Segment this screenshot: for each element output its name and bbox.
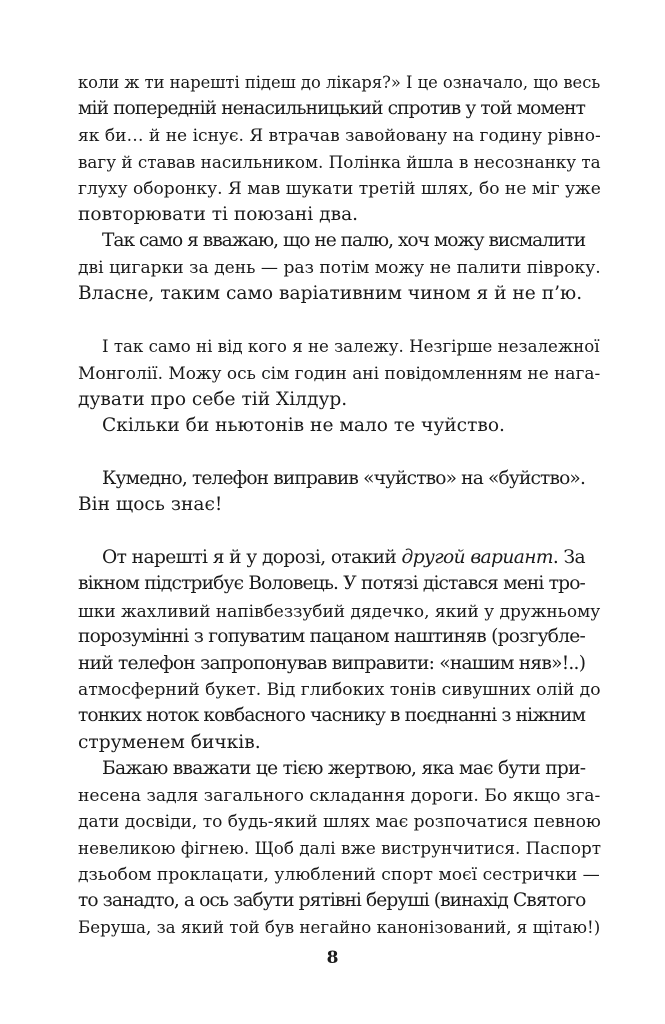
paragraph-gap	[78, 439, 585, 465]
text-line: струменем бичків.	[78, 731, 261, 753]
text-line: дві цигарки за день — раз потім можу не палити півроку.	[78, 257, 601, 278]
text-line: Бажаю вважати це тією жертвою, яка має бути при-	[102, 758, 586, 780]
paragraph-gap	[78, 519, 585, 545]
text-line: Він щось знає!	[78, 494, 223, 516]
text-line: то занадто, а ось забути рятівні беруші (винахід Святого	[78, 890, 586, 912]
text-line: коли ж ти нарешті підеш до лікаря?» І це означало, що весь	[78, 73, 601, 92]
text-line: мій попередній ненасильницький спротив у той момент	[78, 98, 585, 120]
text-line: порозумінні з гопуватим пацаном наштиняв (розгубле-	[78, 626, 585, 648]
text-line: атмосферний букет. Від глибоких тонів сивушних олій до	[78, 679, 601, 700]
text-line: невеликою фігнею. Щоб далі вже виструнчитися. Паспорт	[78, 838, 601, 859]
text-line: Власне, таким само варіативним чином я й не п’ю.	[78, 283, 583, 305]
text-line: тонких ноток ковбасного часнику в поєднанні з ніжним	[78, 705, 586, 727]
text-line: дати досвіди, то будь-який шлях має розпочатися певною	[78, 811, 601, 832]
text-line: Монголії. Можу ось сім годин ані повідомленням не нага-	[78, 363, 601, 384]
italic-phrase: другой вариант	[401, 547, 553, 569]
text-line: шки жахливий напівбеззубий дядечко, який у дружньому	[78, 600, 601, 621]
text-line: як би… й не існує. Я втрачав завойовану на годину рівно-	[78, 125, 601, 146]
text-line: ний телефон запропонував виправити: «нашим няв»!..)	[78, 652, 586, 674]
text-line: вагу й ставав насильником. Полінка йшла в несознанку та	[78, 152, 601, 173]
text-line: Беруша, за який той був негайно канонізований, я щітаю!)	[78, 917, 601, 937]
text-line: несена задля загального складання дороги. Бо якщо зга-	[78, 785, 601, 806]
text-line: глуху оборонку. Я мав шукати третій шлях, бо не міг уже	[78, 178, 601, 199]
text-line: повторювати ті поюзані два.	[78, 203, 359, 225]
paragraph-gap	[78, 308, 585, 334]
text-line: Так само я вважаю, що не палю, хоч можу висмалити	[102, 230, 586, 252]
text-line: вікном підстрибує Воловець. У потязі дістався мені тро-	[78, 573, 585, 595]
text-line: дувати про себе тій Хілдур.	[78, 388, 348, 410]
page-number: 8	[326, 948, 339, 968]
text-line: дзьобом проклацати, улюблений спорт моєї сестрички —	[78, 864, 600, 885]
text-line: Скільки би ньютонів не мало те чуйство.	[102, 415, 505, 437]
text-line: І так само ні від кого я не залежу. Незгірше незалежної	[102, 336, 600, 356]
text-line: От нарешті я й у дорозі, отакий другой вариант. За	[102, 547, 585, 569]
body-text	[78, 70, 601, 941]
text-line: Кумедно, телефон виправив «чуйство» на «буйство».	[102, 467, 585, 489]
